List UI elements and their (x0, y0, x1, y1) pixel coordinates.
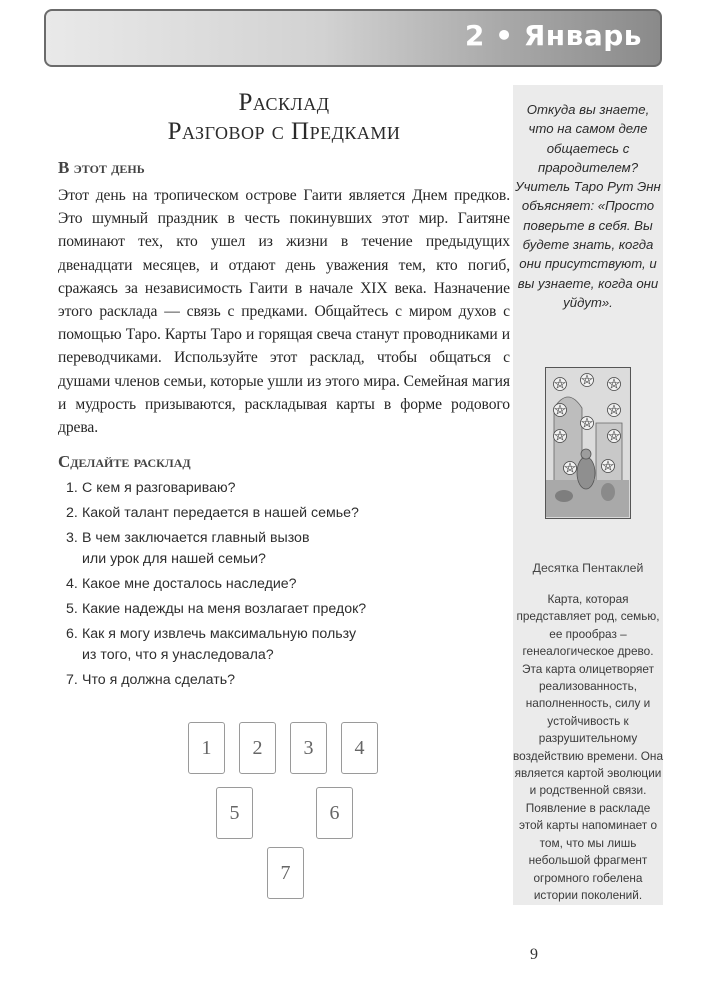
question-item (66, 478, 366, 499)
question-text: Как я могу извлечь максимальную пользу (82, 626, 357, 642)
sidebar-quote: Откуда вы знаете, что на самом деле общаетесь с прародителем? Учитель Таро Рут Энн объясняет: «Просто поверьте в себя. Вы будете знать, когда они присутствуют, и вы узнаете, когда они уйдут». (515, 102, 661, 310)
intro-paragraph: Этот день на тропическом острове Гаити является Днем предков. Это шумный праздник в честь покинувших этот мир. Гаитяне поминают тех, кто ушел из жизни в течение предыдущих двенадцати месяцев, и отдают день уважения тем, кто погиб, сражаясь за независимость Гаити в начале XIX века. Назначение этого расклада — связь с предками. Общайтесь с миром духов с помощью Таро. Карты Таро и горящая свеча станут проводниками и переводчиками. Используйте этот расклад, чтобы общаться с душами членов семьи, которые ушли из этого мира. Семейная магия и мудрость призываются, раскладывая карты в форме родового древа. (58, 187, 510, 437)
ten-of-pentacles-illustration (546, 368, 629, 517)
tarot-card-image (545, 367, 631, 519)
tarot-card-description: Карта, которая представляет род, семью, ее прообраз – генеалогическое древо. Эта карта олицетворяет реализованность, наполненность, силу и устойчивость к разрушительному воздействию времени. Она является картой эволюции и родственной связи. Появление в раскладе этой карты напоминает о том, что мы лишь небольшой фрагмент огромного гобелена истории поколений. (513, 592, 664, 902)
chapter-label: 2 • Январь (464, 19, 642, 52)
title-line-2: Разговор с Предками (167, 118, 401, 145)
question-number: 5. (66, 601, 78, 617)
spread-card-6: 6 (316, 787, 353, 839)
spread-card-2: 2 (239, 722, 276, 774)
spread-heading: Сделайте расклад (58, 452, 191, 471)
question-item (66, 528, 366, 570)
spread-card-3: 3 (290, 722, 327, 774)
question-number: 7. (66, 672, 78, 688)
question-item (66, 503, 366, 524)
page-title (58, 88, 510, 146)
question-text: Какой талант передается в нашей семье? (82, 505, 359, 521)
question-item (66, 574, 366, 595)
question-text-continued: из того, что я унаследовала? (82, 647, 274, 663)
question-item (66, 670, 366, 691)
question-text: В чем заключается главный вызов (82, 530, 310, 546)
question-text: Какое мне досталось наследие? (82, 576, 297, 592)
title-line-1: Расклад (238, 89, 330, 116)
question-number: 6. (66, 626, 78, 642)
question-number: 4. (66, 576, 78, 592)
question-item (66, 599, 366, 620)
question-text: С кем я разговариваю? (82, 480, 236, 496)
chapter-header-bar (44, 9, 662, 67)
spread-card-1: 1 (188, 722, 225, 774)
tarot-card-name: Десятка Пентаклей (532, 561, 644, 575)
intro-heading: В этот день (58, 158, 145, 177)
question-text: Какие надежды на меня возлагает предок? (82, 601, 367, 617)
question-item (66, 624, 366, 666)
spread-card-7: 7 (267, 847, 304, 899)
question-text: Что я должна сделать? (82, 672, 235, 688)
page-number: 9 (530, 946, 538, 963)
question-text-continued: или урок для нашей семьи? (82, 551, 266, 567)
spread-card-4: 4 (341, 722, 378, 774)
question-number: 1. (66, 480, 78, 496)
spread-card-5: 5 (216, 787, 253, 839)
question-list (66, 478, 366, 691)
question-number: 3. (66, 530, 78, 546)
main-column (58, 86, 510, 884)
question-number: 2. (66, 505, 78, 521)
